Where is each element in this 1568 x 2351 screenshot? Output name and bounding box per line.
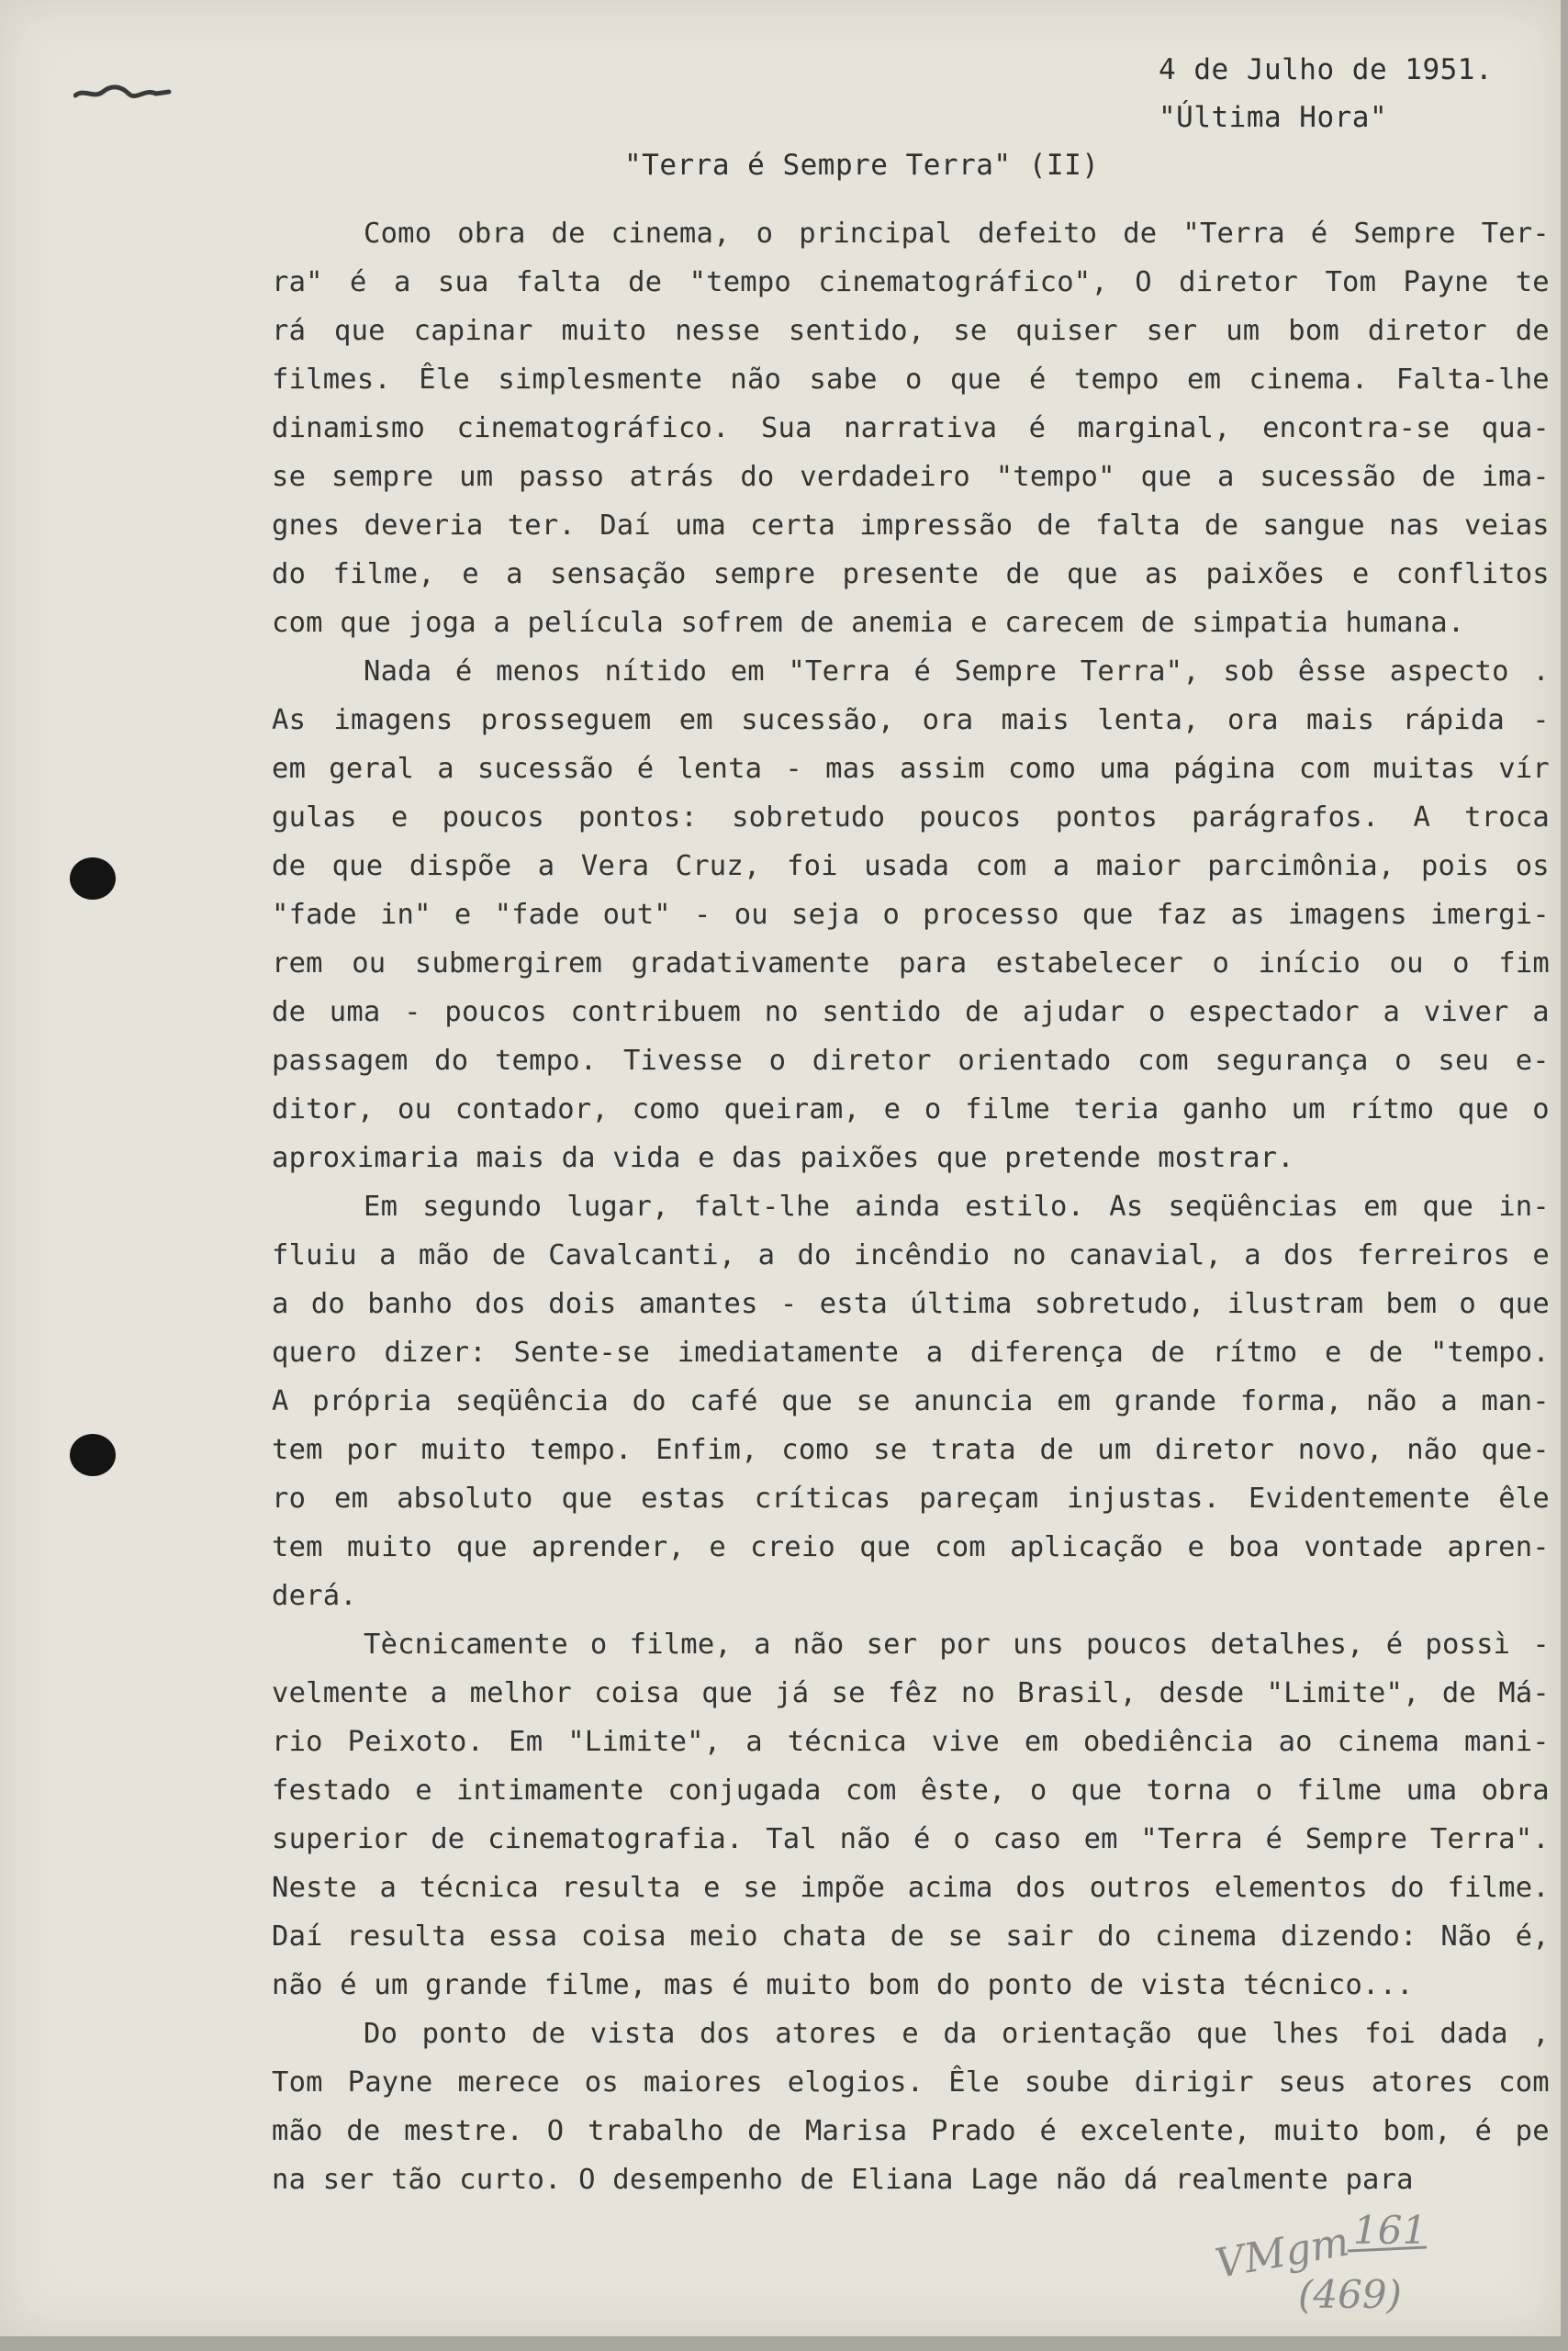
- text-line: Tècnicamente o filme, a não ser por uns poucos detalhes, é possì -: [364, 1629, 1550, 1661]
- page-bottom-shadow: [0, 2336, 1568, 2351]
- text-line: festado e intimamente conjugada com êste, o que torna o filme uma obra: [272, 1774, 1550, 1807]
- text-line: "fade in" e "fade out" - ou seja o processo que faz as imagens imergi-: [272, 899, 1550, 931]
- text-line: na ser tão curto. O desempenho de Eliana Lage não dá realmente para: [272, 2164, 1414, 2196]
- article-title: "Terra é Sempre Terra" (II): [624, 149, 1100, 182]
- text-line: mão de mestre. O trabalho de Marisa Prado é excelente, muito bom, é pe: [272, 2115, 1550, 2147]
- text-line: ra" é a sua falta de "tempo cinematográfico", O diretor Tom Payne te: [272, 266, 1550, 298]
- text-line: passagem do tempo. Tivesse o diretor orientado com segurança o seu e-: [272, 1045, 1550, 1077]
- text-line: dinamismo cinematográfico. Sua narrativa é marginal, encontra-se qua-: [272, 412, 1550, 444]
- punch-hole-upper: [70, 857, 116, 900]
- document-date: 4 de Julho de 1951.: [1159, 53, 1494, 86]
- text-line: quero dizer: Sente-se imediatamente a diferença de rítmo e de "tempo.: [272, 1337, 1550, 1369]
- text-line: filmes. Êle simplesmente não sabe o que é tempo em cinema. Falta-lhe: [272, 364, 1550, 396]
- text-line: ditor, ou contador, como queiram, e o filme teria ganho um rítmo que o: [272, 1093, 1550, 1125]
- text-line: Nada é menos nítido em "Terra é Sempre Terra", sob êsse aspecto .: [364, 655, 1550, 688]
- text-line: tem muito que aprender, e creio que com aplicação e boa vontade apren-: [272, 1531, 1550, 1563]
- text-line: de uma - poucos contribuem no sentido de ajudar o espectador a viver a: [272, 996, 1550, 1028]
- text-line: gulas e poucos pontos: sobretudo poucos pontos parágrafos. A troca: [272, 801, 1550, 834]
- newspaper-name: "Última Hora": [1159, 101, 1388, 134]
- text-line: superior de cinematografia. Tal não é o caso em "Terra é Sempre Terra".: [272, 1823, 1550, 1855]
- page-edge-shadow: [1561, 0, 1568, 2351]
- text-line: de que dispõe a Vera Cruz, foi usada com a maior parcimônia, pois os: [272, 850, 1550, 882]
- annotation-page-number: 161: [1353, 2212, 1428, 2253]
- text-line: aproximaria mais da vida e das paixões que pretende mostrar.: [272, 1142, 1294, 1174]
- text-line: rio Peixoto. Em "Limite", a técnica vive em obediência ao cinema mani-: [272, 1726, 1550, 1758]
- text-line: A própria seqüência do café que se anuncia em grande forma, não a man-: [272, 1385, 1550, 1417]
- text-line: velmente a melhor coisa que já se fêz no Brasil, desde "Limite", de Má-: [272, 1677, 1550, 1709]
- text-line: Do ponto de vista dos atores e da orientação que lhes foi dada ,: [364, 2018, 1550, 2050]
- text-line: se sempre um passo atrás do verdadeiro "tempo" que a sucessão de ima-: [272, 461, 1550, 493]
- text-line: rem ou submergirem gradativamente para estabelecer o início ou o fim: [272, 947, 1550, 980]
- text-line: fluiu a mão de Cavalcanti, a do incêndio no canavial, a dos ferreiros e: [272, 1239, 1550, 1271]
- text-line: do filme, e a sensação sempre presente de que as paixões e conflitos: [272, 558, 1550, 590]
- punch-hole-lower: [70, 1434, 116, 1476]
- text-line: Daí resulta essa coisa meio chata de se sair do cinema dizendo: Não é,: [272, 1920, 1550, 1953]
- text-line: com que joga a película sofrem de anemia e carecem de simpatia humana.: [272, 607, 1465, 639]
- text-line: em geral a sucessão é lenta - mas assim como uma página com muitas vír: [272, 753, 1550, 785]
- text-line: Como obra de cinema, o principal defeito de "Terra é Sempre Ter-: [364, 218, 1550, 250]
- text-line: Neste a técnica resulta e se impõe acima dos outros elementos do filme.: [272, 1872, 1550, 1904]
- article-body: [272, 209, 1550, 2204]
- text-line: Em segundo lugar, falt-lhe ainda estilo. As seqüências em que in-: [364, 1191, 1550, 1223]
- text-line: gnes deveria ter. Daí uma certa impressão de falta de sangue nas veias: [272, 509, 1550, 542]
- archive-annotation: [1210, 2212, 1485, 2323]
- text-line: derá.: [272, 1580, 357, 1612]
- text-line: As imagens prosseguem em sucessão, ora mais lenta, ora mais rápida -: [272, 704, 1550, 736]
- ink-mark: [73, 81, 174, 108]
- annotation-initials: VMgm: [1211, 2218, 1353, 2289]
- text-line: rá que capinar muito nesse sentido, se quiser ser um bom diretor de: [272, 315, 1550, 347]
- annotation-archive-number: (469): [1298, 2272, 1402, 2317]
- text-line: não é um grande filme, mas é muito bom do ponto de vista técnico...: [272, 1969, 1414, 2001]
- text-line: Tom Payne merece os maiores elogios. Êle soube dirigir seus atores com: [272, 2066, 1550, 2099]
- text-line: tem por muito tempo. Enfim, como se trata de um diretor novo, não que-: [272, 1434, 1550, 1466]
- text-line: ro em absoluto que estas críticas pareçam injustas. Evidentemente êle: [272, 1483, 1550, 1515]
- text-line: a do banho dos dois amantes - esta última sobretudo, ilustram bem o que: [272, 1288, 1550, 1320]
